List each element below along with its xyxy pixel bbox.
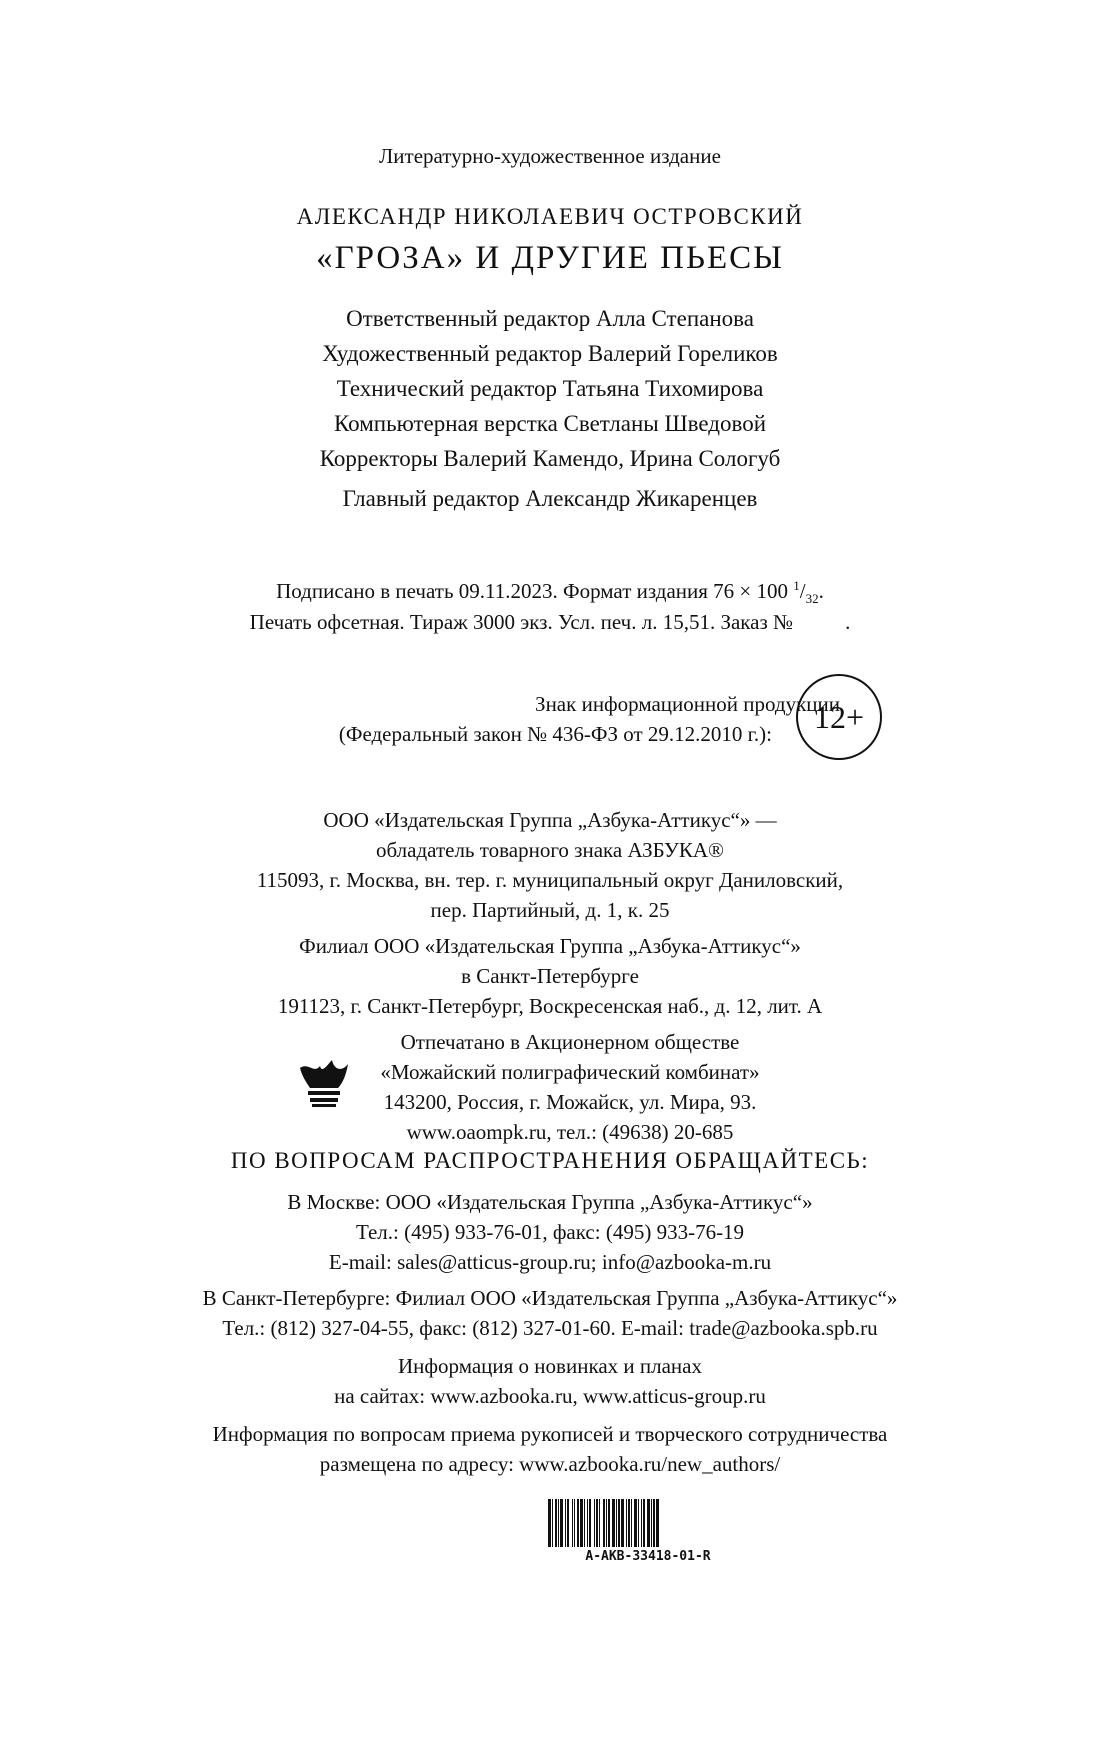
barcode-bar [643, 1499, 645, 1547]
barcode-bar [608, 1499, 610, 1547]
print-info-line-1: Подписано в печать 09.11.2023. Формат издания 76 × 100 $^1/_{32}$. [276, 578, 824, 607]
edition-type: Литературно-художественное издание [379, 144, 721, 168]
barcode-bar [606, 1499, 607, 1547]
credit-line: Технический редактор Татьяна Тихомирова [336, 376, 764, 401]
barcode-bar [616, 1499, 617, 1547]
credit-line: Корректоры Валерий Камендо, Ирина Сологуб [319, 446, 781, 471]
barcode-bar [651, 1499, 652, 1547]
print-run: Печать офсетная. Тираж 3000 экз. Усл. печ. л. 15,51. Заказ № [249, 610, 794, 634]
barcode-bar [565, 1499, 566, 1547]
barcode-bar [634, 1499, 637, 1547]
barcode-bar [641, 1499, 642, 1547]
barcode-bar [577, 1499, 579, 1547]
chief-editor: Главный редактор Александр Жикаренцев [342, 486, 758, 511]
printer-line: Отпечатано в Акционерном обществе [400, 1030, 740, 1054]
format-numerator: 1 [793, 578, 800, 593]
branch-line: Филиал ООО «Издательская Группа „Азбука-Аттикус“» [299, 934, 801, 958]
publisher-line: обладатель товарного знака АЗБУКА® [376, 838, 724, 862]
info-line: Информация о новинках и планах [398, 1354, 702, 1378]
distribution-heading: ПО ВОПРОСАМ РАСПРОСТРАНЕНИЯ ОБРАЩАЙТЕСЬ: [230, 1148, 870, 1173]
barcode-bar [594, 1499, 595, 1547]
branch-line: в Санкт-Петербурге [461, 964, 639, 988]
age-rating-badge [796, 674, 882, 760]
barcode-bar [599, 1499, 600, 1547]
publisher-line: 115093, г. Москва, вн. тер. г. муниципальный округ Даниловский, [256, 868, 844, 892]
barcode-bar [572, 1499, 573, 1547]
barcode-bar [618, 1499, 620, 1547]
barcode-bar [603, 1499, 605, 1547]
barcode-bar [558, 1499, 559, 1547]
barcode-bar [626, 1499, 627, 1547]
printer-line: 143200, Россия, г. Можайск, ул. Мира, 93. [383, 1090, 757, 1114]
barcode-bar [552, 1499, 553, 1547]
barcode-bar [574, 1499, 575, 1547]
age-rating-text-2: (Федеральный закон № 436-ФЗ от 29.12.2010 г.): [338, 722, 772, 746]
moscow-line: В Москве: ООО «Издательская Группа „Азбука-Аттикус“» [287, 1190, 813, 1214]
printer-line: www.oaompk.ru, тел.: (49638) 20-685 [406, 1120, 734, 1144]
moscow-line: Тел.: (495) 933-76-01, факс: (495) 933-76-19 [355, 1220, 745, 1244]
credit-line: Ответственный редактор Алла Степанова [346, 306, 754, 331]
manuscripts-line: Информация по вопросам приема рукописей и творческого сотрудничества [212, 1422, 888, 1446]
branch-line: 191123, г. Санкт-Петербург, Воскресенская наб., д. 12, лит. А [277, 994, 823, 1018]
barcode [548, 1499, 748, 1547]
barcode-bar [621, 1499, 624, 1547]
printer-block [350, 1030, 790, 1150]
moscow-line: E-mail: sales@atticus-group.ru; info@azbooka-m.ru [328, 1250, 772, 1274]
printer-line: «Можайский полиграфический комбинат» [380, 1060, 760, 1084]
book-title: «ГРОЗА» И ДРУГИЕ ПЬЕСЫ [316, 240, 784, 276]
credit-line: Компьютерная верстка Светланы Шведовой [333, 411, 767, 436]
printer-logo [298, 1058, 350, 1108]
barcode-bar [584, 1499, 585, 1547]
spb-line: В Санкт-Петербурге: Филиал ООО «Издательская Группа „Азбука-Аттикус“» [202, 1286, 898, 1310]
publisher-line: пер. Партийный, д. 1, к. 25 [430, 898, 670, 922]
barcode-bar [647, 1499, 650, 1547]
spb-line: Тел.: (812) 327-04-55, факс: (812) 327-01-60. E-mail: trade@azbooka.spb.ru [222, 1316, 878, 1340]
barcode-bar [560, 1499, 563, 1547]
barcode-bar [596, 1499, 598, 1547]
barcode-bar [548, 1499, 551, 1547]
barcode-bar [567, 1499, 569, 1547]
barcode-label: A-AKB-33418-01-R [585, 1549, 711, 1564]
format-denominator: 32 [805, 591, 819, 607]
barcode-bar [656, 1499, 659, 1547]
barcode-bar [589, 1499, 591, 1547]
manuscripts-line: размещена по адресу: www.azbooka.ru/new_authors/ [319, 1452, 781, 1476]
print-signed: Подписано в печать 09.11.2023. Формат издания 76 × 100 [276, 579, 794, 603]
barcode-bar [555, 1499, 557, 1547]
barcode-bar [587, 1499, 588, 1547]
print-info-line-2: Печать офсетная. Тираж 3000 экз. Усл. печ. л. 15,51. Заказ № . [249, 610, 851, 634]
author-name: АЛЕКСАНДР НИКОЛАЕВИЧ ОСТРОВСКИЙ [296, 204, 804, 229]
barcode-bar [638, 1499, 639, 1547]
publisher-line: ООО «Издательская Группа „Азбука-Аттикус“» — [323, 808, 777, 832]
age-rating-text-1: Знак информационной продукции [535, 692, 840, 716]
age-rating-value: 12+ [813, 698, 865, 735]
barcode-bar [612, 1499, 615, 1547]
barcode-bar [631, 1499, 632, 1547]
barcode-bar [580, 1499, 583, 1547]
barcode-bar [653, 1499, 655, 1547]
credit-line: Художественный редактор Валерий Гореликов [322, 341, 778, 366]
info-line: на сайтах: www.azbooka.ru, www.atticus-group.ru [334, 1384, 766, 1408]
barcode-bar [628, 1499, 630, 1547]
